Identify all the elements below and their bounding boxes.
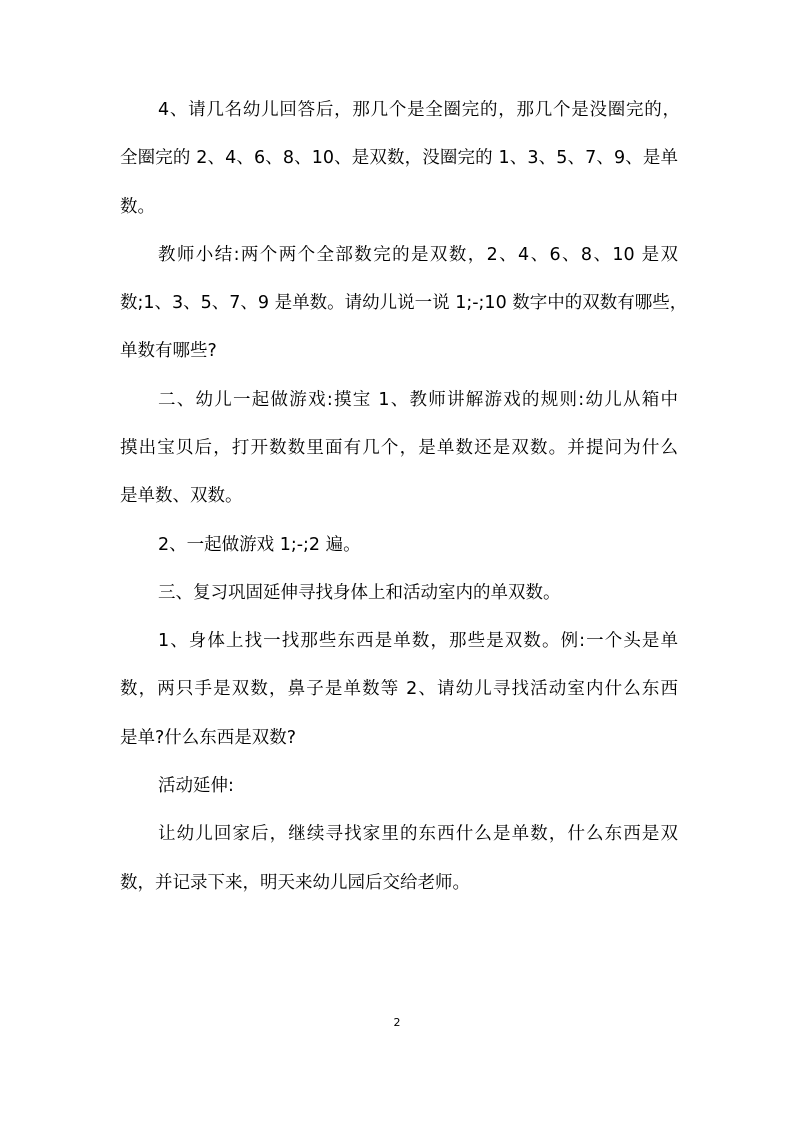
- paragraph-3-line-1: 二、幼儿一起做游戏:摸宝 1、教师讲解游戏的规则:幼儿从箱中: [158, 390, 678, 410]
- paragraph-1-line-3: 数。: [120, 197, 155, 217]
- paragraph-8-line-2: 数，并记录下来，明天来幼儿园后交给老师。: [120, 873, 470, 893]
- paragraph-3-line-2: 摸出宝贝后，打开数数里面有几个，是单数还是双数。并提问为什么: [120, 438, 678, 458]
- paragraph-3-line-3: 是单数、双数。: [120, 486, 243, 506]
- paragraph-7-line-1: 活动延伸:: [158, 776, 234, 796]
- paragraph-2-line-2: 数;1、3、5、7、9 是单数。请幼儿说一说 1;-;10 数字中的双数有哪些，: [120, 293, 688, 313]
- paragraph-8-line-1: 让幼儿回家后，继续寻找家里的东西什么是单数，什么东西是双: [158, 824, 678, 844]
- paragraph-4-line-1: 2、一起做游戏 1;-;2 遍。: [158, 535, 361, 555]
- paragraph-2-line-3: 单数有哪些?: [120, 341, 217, 361]
- paragraph-6-line-3: 是单?什么东西是双数?: [120, 728, 297, 748]
- paragraph-1-line-1: 4、请几名幼儿回答后，那几个是全圈完的，那几个是没圈完的，: [158, 100, 680, 120]
- paragraph-6-line-2: 数，两只手是双数，鼻子是单数等 2、请幼儿寻找活动室内什么东西: [120, 679, 678, 699]
- paragraph-2-line-1: 教师小结:两个两个全部数完的是双数，2、4、6、8、10 是双: [158, 245, 678, 265]
- paragraph-1-line-2: 全圈完的 2、4、6、8、10、是双数，没圈完的 1、3、5、7、9、是单: [120, 148, 678, 168]
- paragraph-6-line-1: 1、身体上找一找那些东西是单数，那些是双数。例:一个头是单: [158, 631, 678, 651]
- paragraph-5-line-1: 三、复习巩固延伸寻找身体上和活动室内的单双数。: [158, 583, 561, 603]
- page-number: 2: [393, 1016, 401, 1029]
